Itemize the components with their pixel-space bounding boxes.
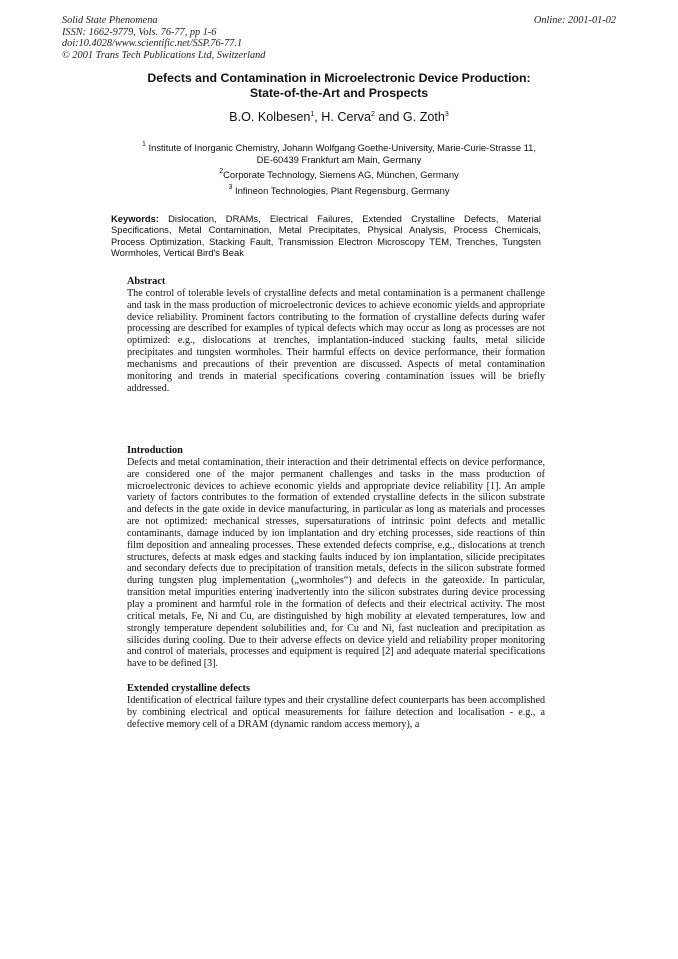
- introduction-heading: Introduction: [127, 445, 183, 456]
- online-date: Online: 2001-01-02: [533, 15, 616, 26]
- extended-defects-section: [127, 683, 545, 730]
- extended-defects-text: Identification of electrical failure types and their crystalline defect counterparts has been accomplished by combining electrical and optical measurements for failure detection and localisation - e.g., a defective memory cell of a DRAM (dynamic random access memory), a: [127, 694, 545, 730]
- author-2-affiliation-mark: 2: [370, 111, 375, 118]
- title-line-2: State-of-the-Art and Prospects: [249, 86, 429, 100]
- copyright-line: © 2001 Trans Tech Publications Ltd, Switzerland: [62, 49, 266, 61]
- affiliation-3-text: Infineon Technologies, Plant Regensburg, Germany: [234, 185, 450, 196]
- keywords-text: Dislocation, DRAMs, Electrical Failures, Extended Crystalline Defects, Material Specifications, Metal Contamination, Metal Precipitates, Physical Analysis, Process Chemicals, Process Optimization, Stacking Fault, Transmission Electron Microscopy TEM, Trenches, Tungsten Wormholes, Vertical Bird's Beak: [111, 213, 541, 259]
- keywords-block: [111, 213, 541, 259]
- extended-defects-heading: Extended crystalline defects: [127, 683, 250, 694]
- author-3: and G. Zoth: [374, 110, 445, 124]
- affiliation-1-line-1: Institute of Inorganic Chemistry, Johann Wolfgang Goethe-University, Marie-Curie-Strasse 11,: [148, 142, 536, 153]
- journal-name: Solid State Phenomena: [62, 15, 158, 26]
- affiliation-2-text: Corporate Technology, Siemens AG, München, Germany: [223, 169, 459, 180]
- affiliation-1: [60, 139, 618, 166]
- affiliation-1-mark: 1: [141, 141, 146, 148]
- affiliation-2: [60, 166, 618, 181]
- introduction-section: [127, 445, 545, 670]
- keywords-label: Keywords:: [111, 213, 159, 224]
- doi-line: doi:10.4028/www.scientific.net/SSP.76-77.1: [62, 38, 243, 50]
- author-3-affiliation-mark: 3: [444, 111, 449, 118]
- affiliation-1-line-2: DE-60439 Frankfurt am Main, Germany: [256, 154, 422, 165]
- abstract-text: The control of tolerable levels of crystalline defects and metal contamination is a permanent challenge and task in the mass production of microelectronic devices to achieve economic yields and appropriate device reliability. Prominent factors contributing to the formation of crystalline defects during wafer processing are described for examples of typical defects which may occur as long as processes are not optimized: e.g., dislocations at trenches, implantation-induced stacking faults, metal silicide precipitates and tungsten wormholes. Their harmful effects on device performance, their formation mechanisms and precautions of their prevention are discussed. Aspects of metal contamination monitoring and trends in material specifications covering contamination issues will be briefly addressed.: [127, 287, 545, 394]
- author-list: [60, 110, 618, 124]
- affiliation-3: [60, 182, 618, 197]
- author-1-affiliation-mark: 1: [310, 111, 315, 118]
- abstract-section: [127, 276, 545, 394]
- title-line-1: Defects and Contamination in Microelectronic Device Production:: [147, 71, 531, 85]
- affiliation-2-mark: 2: [219, 168, 224, 175]
- abstract-heading: Abstract: [127, 276, 166, 287]
- issn-line: ISSN: 1662-9779, Vols. 76-77, pp 1-6: [62, 26, 217, 38]
- paper-title: [60, 71, 618, 101]
- affiliation-3-mark: 3: [228, 184, 233, 191]
- introduction-text: Defects and metal contamination, their interaction and their detrimental effects on device performance, are considered one of the major permanent challenges and tasks in the mass production of microelectronic devices to achieve economic yields and appropriate device reliability [1]. An ample variety of factors contributes to the formation of extended crystalline defects in the silicon substrate and defects in the gate oxide in device manufacturing, in particular as long as materials and processes are not optimized: mechanical stresses, supersaturations of intrinsic point defects and metallic contaminants, damage induced by ion implantation and dry etching processes, side reactions of thin film deposition and annealing processes. These extended defects comprise, e.g., dislocations at trench structures, defects at mask edges and stacking faults induced by ion implantation, silicide precipitates and secondary defects due to precipitation of transition metals, defects in the silicon substrate formed during tungsten plug implementation („wormholes“) and defects in the gateoxide. In particular, transition metal impurities entering inadvertently into the silicon substrates during device processing play a prominent and harmful role in the formation of defects and their electrical activity. The most critical metals, Fe, Ni and Cu, are distinguished by high mobility at elevated temperatures, low and strongly temperature dependent solubilities and, for Cu and Ni, fast nucleation and precipitation as silicides during cooling. Due to their adverse effects on device yield and reliability proper monitoring and control of materials, processes and equipment is required [2] and adequate material specifications have to be defined [3].: [127, 456, 545, 670]
- author-2: , H. Cerva: [314, 110, 371, 124]
- author-1: B.O. Kolbesen: [229, 110, 311, 124]
- publication-info: [62, 15, 265, 61]
